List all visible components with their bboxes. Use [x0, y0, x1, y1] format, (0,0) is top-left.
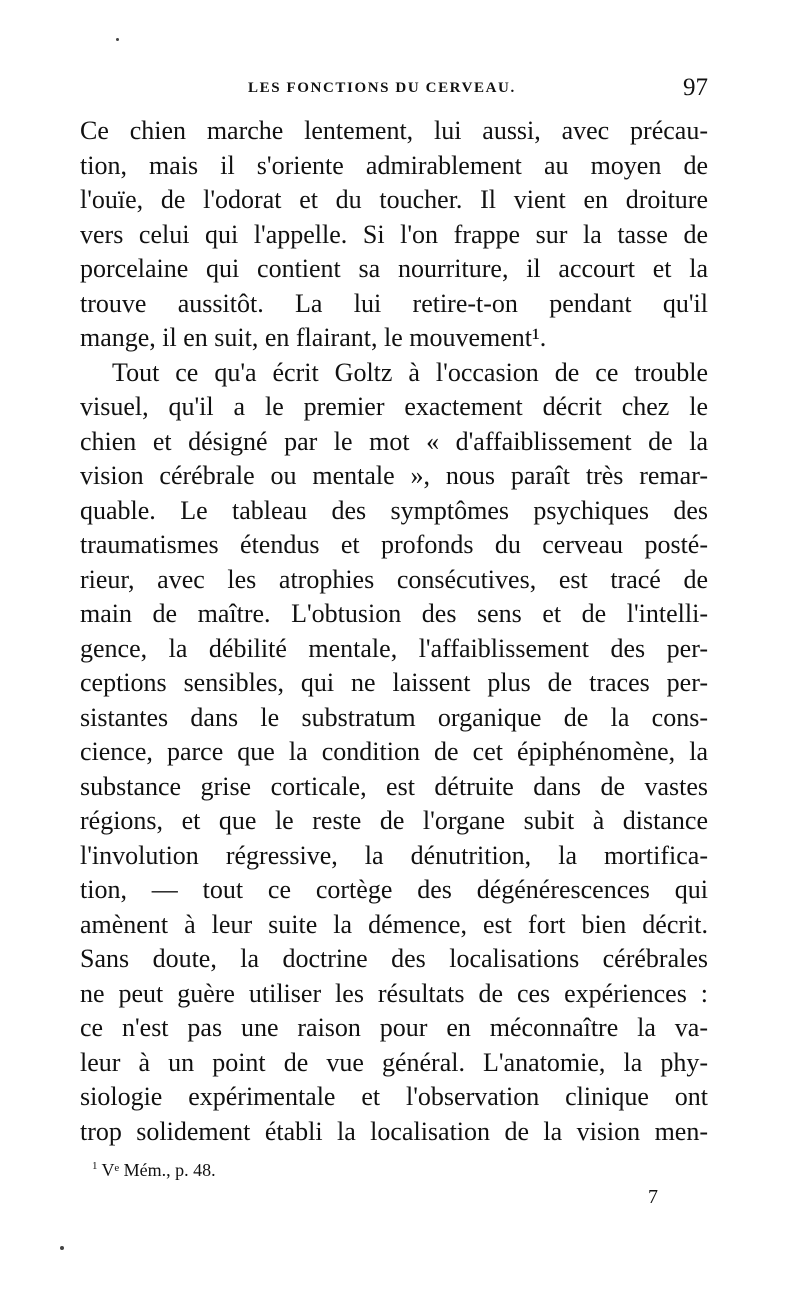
text-line: porcelaine qui contient sa nourriture, il accourt et la — [80, 254, 708, 283]
print-speck — [116, 38, 119, 41]
text-line: trouve aussitôt. La lui retire-t-on pendant qu'il — [80, 288, 708, 318]
text-line: rieur, avec les atrophies consécutives, est tracé de — [80, 564, 708, 594]
page-header — [80, 74, 708, 106]
text-line: amènent à leur suite la démence, est fort bien décrit. — [80, 909, 708, 939]
text-line: l'involution régressive, la dénutrition, la mortifica- — [80, 840, 708, 870]
footnote-mark: 1 — [92, 1160, 98, 1172]
text-line: siologie expérimentale et l'observation clinique ont — [80, 1082, 708, 1111]
signature-mark: 7 — [648, 1186, 658, 1208]
text-line: trop solidement établi la localisation de la vision men- — [80, 1116, 708, 1146]
text-line: mange, il en suit, en flairant, le mouvement¹. — [80, 323, 547, 352]
footnote — [92, 1160, 216, 1181]
text-line: gence, la débilité mentale, l'affaiblissement des per- — [80, 633, 708, 663]
text-line: substance grise corticale, est détruite dans de vastes — [80, 771, 708, 801]
text-line: main de maître. L'obtusion des sens et de l'intelli- — [80, 599, 708, 628]
text-line: Ce chien marche lentement, lui aussi, avec précau- — [80, 116, 708, 145]
text-line: ce n'est pas une raison pour en méconnaître la va- — [80, 1013, 708, 1042]
text-line: vision cérébrale ou mentale », nous paraît très remar- — [80, 461, 708, 490]
text-line: régions, et que le reste de l'organe subit à distance — [80, 806, 708, 835]
page-number: 97 — [683, 74, 708, 101]
text-line: tion, — tout ce cortège des dégénérescences qui — [80, 875, 708, 904]
print-speck — [60, 1246, 64, 1250]
text-line: ne peut guère utiliser les résultats de ces expériences : — [80, 978, 708, 1008]
text-line: Sans doute, la doctrine des localisations cérébrales — [80, 944, 708, 973]
text-line: leur à un point de vue général. L'anatomie, la phy- — [80, 1047, 708, 1077]
text-line: quable. Le tableau des symptômes psychiques des — [80, 495, 708, 525]
text-line: vers celui qui l'appelle. Si l'on frappe sur la tasse de — [80, 219, 708, 249]
text-line: chien et désigné par le mot « d'affaiblissement de la — [80, 426, 708, 456]
text-line: l'ouïe, de l'odorat et du toucher. Il vient en droiture — [80, 185, 708, 214]
text-line: sistantes dans le substratum organique de la cons- — [80, 702, 708, 732]
footnote-text: Vᵉ Mém., p. 48. — [101, 1160, 216, 1180]
text-line: ceptions sensibles, qui ne laissent plus de traces per- — [80, 668, 708, 697]
text-line: visuel, qu'il a le premier exactement décrit chez le — [80, 392, 708, 421]
text-line: traumatismes étendus et profonds du cerveau posté- — [80, 530, 708, 559]
text-line: Tout ce qu'a écrit Goltz à l'occasion de ce trouble — [112, 357, 708, 387]
running-head: LES FONCTIONS DU CERVEAU. — [248, 80, 516, 96]
text-line: cience, parce que la condition de cet épiphénomène, la — [80, 737, 708, 766]
body-text — [80, 114, 708, 1149]
text-line: tion, mais il s'oriente admirablement au moyen de — [80, 150, 708, 180]
